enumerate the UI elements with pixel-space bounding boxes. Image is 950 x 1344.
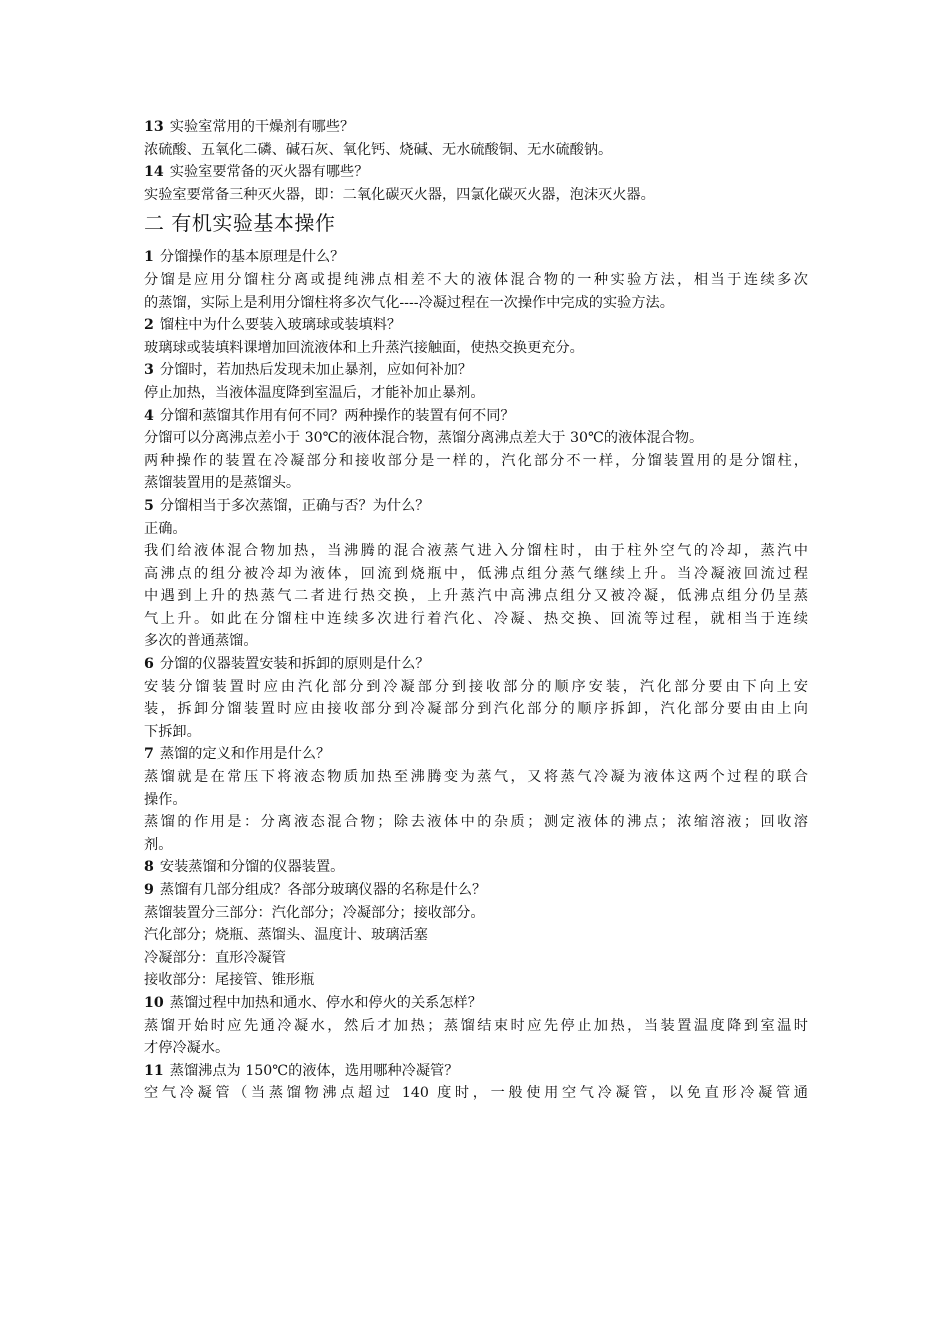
- answer-line: 高沸点的组分被冷却为液体，回流到烧瓶中，低沸点组分蒸气继续上升。当冷凝液回流过程: [144, 565, 808, 582]
- answer-line: 装，拆卸分馏装置时应由接收部分到冷凝部分到汽化部分的顺序拆卸，汽化部分要由由上向: [144, 701, 808, 718]
- question-number: 14: [144, 164, 164, 181]
- question-line: [144, 743, 808, 766]
- question-line: [144, 359, 808, 382]
- question-line: [144, 161, 808, 184]
- question-number: 1: [144, 249, 154, 266]
- question-number: 9: [144, 882, 154, 898]
- question-text: 蒸馏沸点为 150℃的液体，选用哪种冷凝管？: [169, 1062, 459, 1079]
- question-number: 7: [144, 746, 154, 763]
- answer-line: 分馏是应用分馏柱分离或提纯沸点相差不大的液体混合物的一种实验方法，相当于连续多次: [144, 271, 808, 288]
- answer-line: 实验室要常备三种灭火器，即：二氧化碳灭火器，四氯化碳灭火器，泡沫灭火器。: [144, 186, 655, 203]
- question-number: 8: [144, 859, 154, 876]
- question-text: 安装蒸馏和分馏的仪器装置。: [159, 859, 345, 876]
- question-number: 13: [144, 119, 164, 135]
- document-page: [144, 116, 808, 1105]
- answer-line: 蒸馏装置用的是蒸馏头。: [144, 475, 301, 492]
- question-line: [144, 405, 808, 428]
- answer-line: 冷凝部分：直形冷凝管: [144, 949, 286, 966]
- question-line: [144, 1060, 808, 1083]
- answer-line: 气上升。如此在分馏柱中连续多次进行着汽化、冷凝、热交换、回流等过程，就相当于连续: [144, 610, 808, 627]
- question-number: 10: [144, 994, 164, 1011]
- question-text: 蒸馏有几部分组成？各部分玻璃仪器的名称是什么？: [159, 882, 487, 898]
- question-text: 分馏时，若加热后发现未加止暴剂，应如何补加？: [159, 362, 473, 379]
- answer-line: 剂。: [144, 836, 173, 853]
- answer-line: 蒸馏的作用是：分离液态混合物；除去液体中的杂质；测定液体的沸点；浓缩溶液；回收溶: [144, 814, 808, 831]
- answer-line: 分馏可以分离沸点差小于 30℃的液体混合物，蒸馏分离沸点差大于 30℃的液体混合物。: [144, 430, 704, 447]
- question-text: 实验室常用的干燥剂有哪些？: [169, 119, 355, 135]
- question-number: 5: [144, 497, 154, 514]
- question-number: 2: [144, 317, 154, 334]
- answer-line: 蒸馏装置分三部分：汽化部分；冷凝部分；接收部分。: [144, 904, 485, 921]
- question-text: 蒸馏过程中加热和通水、停水和停火的关系怎样？: [169, 994, 482, 1011]
- question-text: 分馏相当于多次蒸馏，正确与否？为什么？: [159, 497, 430, 514]
- answer-line: 接收部分：尾接管、锥形瓶: [144, 972, 315, 989]
- answer-line: 中遇到上升的热蒸气二者进行热交换，上升蒸汽中高沸点组分又被冷凝，低沸点组分仍呈蒸: [144, 588, 808, 605]
- answer-line: 蒸馏就是在常压下将液态物质加热至沸腾变为蒸气，又将蒸气冷凝为液体这两个过程的联合: [144, 769, 808, 786]
- question-line: [144, 992, 808, 1015]
- answer-line: 空气冷凝管（当蒸馏物沸点超过 140 度时，一般使用空气冷凝管，以免直形冷凝管通: [144, 1085, 808, 1102]
- question-line: [144, 246, 808, 269]
- question-number: 6: [144, 656, 154, 673]
- question-line: [144, 116, 808, 139]
- question-line: [144, 856, 808, 879]
- section-heading: 二 有机实验基本操作: [144, 211, 336, 236]
- answer-line: 多次的普通蒸馏。: [144, 633, 258, 650]
- answer-line: 浓硫酸、五氧化二磷、碱石灰、氧化钙、烧碱、无水硫酸铜、无水硫酸钠。: [144, 141, 613, 158]
- question-text: 分馏和蒸馏其作用有何不同？两种操作的装置有何不同？: [159, 407, 515, 424]
- answer-line: 两种操作的装置在冷凝部分和接收部分是一样的，汽化部分不一样，分馏装置用的是分馏柱，: [144, 452, 808, 469]
- answer-line: 我们给液体混合物加热，当沸腾的混合液蒸气进入分馏柱时，由于柱外空气的冷却，蒸汽中: [144, 543, 808, 560]
- question-text: 分馏的仪器装置安装和拆卸的原则是什么？: [159, 656, 430, 673]
- question-line: [144, 653, 808, 676]
- answer-line: 停止加热，当液体温度降到室温后，才能补加止暴剂。: [144, 384, 485, 401]
- question-text: 分馏操作的基本原理是什么？: [159, 249, 345, 266]
- answer-line: 玻璃球或装填料课增加回流液体和上升蒸汽接触面，使热交换更充分。: [144, 339, 584, 356]
- answer-line: 的蒸馏，实际上是利用分馏柱将多次气化----冷凝过程在一次操作中完成的实验方法。: [144, 294, 674, 311]
- question-text: 蒸馏的定义和作用是什么？: [159, 746, 331, 763]
- answer-line: 正确。: [144, 520, 187, 537]
- answer-line: 蒸馏开始时应先通冷凝水，然后才加热；蒸馏结束时应先停止加热，当装置温度降到室温时: [144, 1017, 808, 1034]
- question-text: 实验室要常备的灭火器有哪些？: [169, 164, 369, 181]
- answer-line: 下拆卸。: [144, 723, 201, 740]
- answer-line: 才停冷凝水。: [144, 1040, 230, 1057]
- question-number: 3: [144, 362, 154, 379]
- question-line: [144, 879, 808, 902]
- question-number: 11: [144, 1062, 164, 1079]
- answer-line: 汽化部分；烧瓶、蒸馏头、温度计、玻璃活塞: [144, 927, 428, 944]
- question-line: [144, 495, 808, 518]
- question-text: 馏柱中为什么要装入玻璃球或装填料？: [159, 317, 402, 334]
- question-number: 4: [144, 407, 154, 424]
- question-line: [144, 314, 808, 337]
- answer-line: 操作。: [144, 791, 187, 808]
- answer-line: 安装分馏装置时应由汽化部分到冷凝部分到接收部分的顺序安装，汽化部分要由下向上安: [144, 678, 808, 695]
